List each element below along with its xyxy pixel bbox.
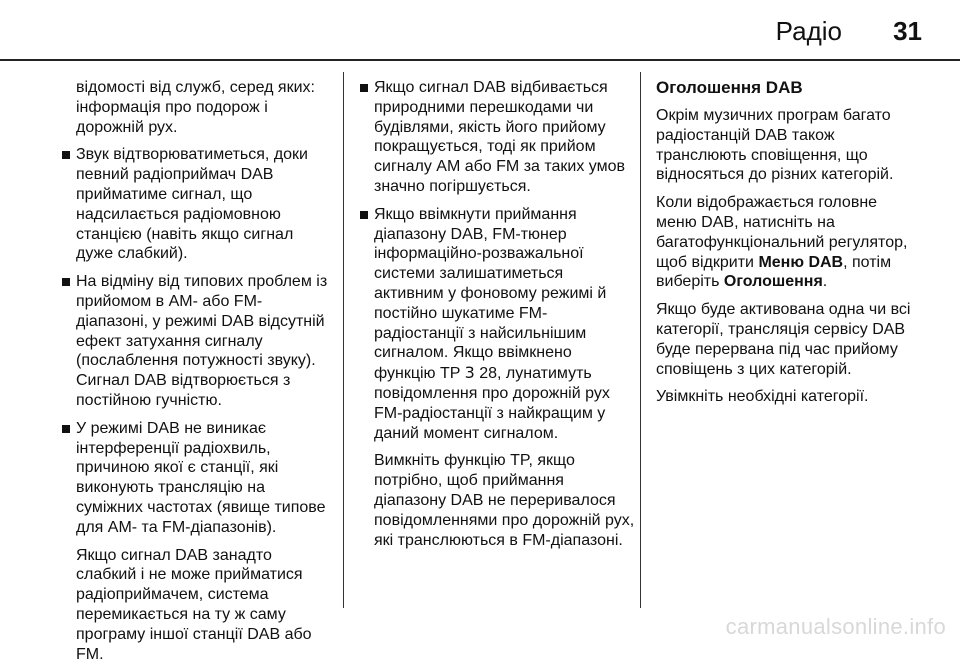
column-divider <box>343 72 344 608</box>
page-number: 31 <box>893 16 922 46</box>
paragraph: Увімкніть необхідні категорії. <box>656 388 869 406</box>
text: Коли відображається головне меню DAB, натисніть на багатофункціональний регулятор, щоб відкрити <box>656 194 908 271</box>
page-reference-icon[interactable]: 3 <box>464 363 475 383</box>
bullet-square-icon <box>360 84 368 92</box>
page-title: Радіо <box>775 16 842 46</box>
paragraph: відомості від служб, серед яких: інформація про подорож і дорожній рух. <box>76 79 315 136</box>
watermark: carmanualsonline.info <box>725 614 946 639</box>
bullet-item <box>62 272 332 411</box>
bullet-item <box>62 419 332 538</box>
paragraph: Окрім музичних програм багато радіостанцій DAB також транслюють сповіщення, що відносяться до різних категорій. <box>656 107 894 184</box>
menu-name: Оголошення <box>723 273 823 291</box>
bullet-item <box>360 78 635 197</box>
bullet-square-icon <box>360 211 368 219</box>
text: , потім виберіть <box>656 253 892 291</box>
column-divider <box>640 72 641 608</box>
bullet-square-icon <box>62 425 70 433</box>
bullet-square-icon <box>62 278 70 286</box>
column-3 <box>656 78 921 415</box>
paragraph: Якщо сигнал DAB занадто слабкий і не може прийматися радіоприймачем, система перемикається на ту ж саму програму іншої станції DAB або FM. <box>76 546 312 663</box>
bullet-text: Якщо ввімкнути приймання діапазону DAB, FM-тюнер інформаційно-розважальної системи залишатиметься активним у фоновому режимі й постійно шукатиме FM-радіостанції з найсильнішим сигналом. Якщо ввімкнено функцію TP <box>374 205 607 383</box>
column-1 <box>62 78 332 672</box>
menu-name: Меню DAB <box>758 253 844 271</box>
bullet-text: 28, лунатимуть повідомлення про дорожній рух FM-радіостанції з найкращим у даний момент сигналом. <box>374 365 610 442</box>
header-rule <box>0 59 960 61</box>
page-header <box>0 0 960 60</box>
bullet-item <box>360 205 635 444</box>
bullet-item <box>62 145 332 264</box>
paragraph: Якщо буде активована одна чи всі категорії, трансляція сервісу DAB буде перервана під час прийому сповіщень з цих категорій. <box>656 301 911 378</box>
bullet-text: Звук відтворюватиметься, доки певний радіоприймач DAB прийматиме сигнал, що надсилається радіомовною станцією (навіть якщо сигнал дуже слабкий). <box>76 146 308 263</box>
section-heading: Оголошення DAB <box>656 78 803 97</box>
bullet-text: Якщо сигнал DAB відбивається природними перешкодами чи будівлями, якість його прийому покращується, тоді як прийом сигналу AM або FM за таких умов значно погіршується. <box>374 79 626 195</box>
paragraph <box>656 193 921 292</box>
bullet-text: У режимі DAB не виникає інтерференції радіохвиль, причиною якої є станції, які виконують трансляцію на суміжних частотах (явище типове для AM- та FM-діапазонів). <box>76 419 326 536</box>
column-2 <box>360 78 635 558</box>
bullet-square-icon <box>62 151 70 159</box>
bullet-text: На відміну від типових проблем із прийомом в AM- або FM-діапазоні, у режимі DAB відсутній ефект затухання сигналу (послаблення потужності звуку). Сигнал DAB відтворюється з постійною гучністю. <box>76 273 328 409</box>
paragraph: Вимкніть функцію TP, якщо потрібно, щоб приймання діапазону DAB не переривалося повідомленнями про дорожній рух, які транслюються в FM-діапазоні. <box>374 452 635 549</box>
text: . <box>822 273 828 291</box>
